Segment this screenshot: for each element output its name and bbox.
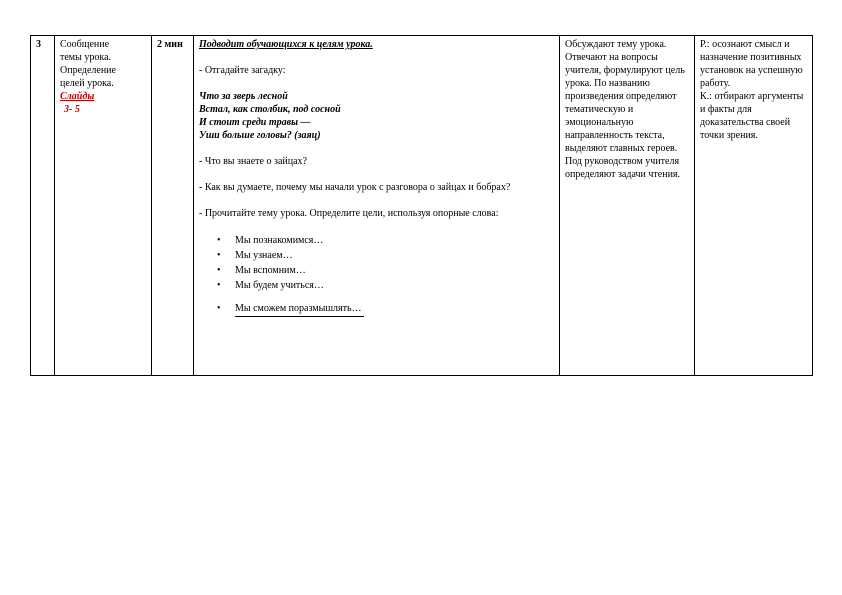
uud-cell — [695, 36, 813, 376]
riddle-line: Встал, как столбик, под сосной — [199, 104, 341, 115]
bullet-icon: • — [217, 265, 221, 276]
question-hares: - Что вы знаете о зайцах? — [199, 156, 307, 167]
support-words-list — [199, 233, 555, 317]
riddle-line: Уши больше головы? (заяц) — [199, 130, 321, 141]
teacher-activity-cell — [194, 36, 560, 376]
riddle-prompt: - Отгадайте загадку: — [199, 65, 286, 76]
row-number: 3 — [36, 39, 41, 50]
list-item: • Мы узнаем… — [217, 250, 293, 261]
list-item: • Мы будем учиться… — [217, 280, 324, 291]
bullet-icon: • — [217, 235, 221, 246]
bullet-icon: • — [217, 280, 221, 291]
riddle-line: И стоит среди травы — — [199, 117, 311, 128]
stage-cell — [55, 36, 152, 376]
list-item: • Мы сможем поразмышлять… — [217, 301, 555, 317]
uud-personal: Р.: осознают смысл и назначение позитивных установок на успешную работу. — [700, 39, 803, 89]
student-activity-cell — [560, 36, 695, 376]
time-value: 2 мин — [157, 39, 183, 50]
stage-line: Сообщение — [60, 39, 110, 50]
slides-label: Слайды — [60, 91, 95, 102]
bullet-icon: • — [217, 303, 221, 314]
list-item: • Мы познакомимся… — [217, 235, 324, 246]
time-cell — [152, 36, 194, 376]
teacher-heading: Подводит обучающихся к целям урока. — [199, 39, 373, 50]
stage-line: целей урока. — [60, 78, 114, 89]
row-number-cell — [31, 36, 55, 376]
riddle-line: Что за зверь лесной — [199, 91, 288, 102]
slides-range: 3- 5 — [64, 104, 80, 115]
stage-line: Определение — [60, 65, 116, 76]
list-item: • Мы вспомним… — [217, 265, 306, 276]
uud-communicative: К.: отбирают аргументы и факты для доказательства своей точки зрения. — [700, 91, 804, 141]
table-row — [31, 36, 813, 376]
stage-line: темы урока. — [60, 52, 112, 63]
question-why: - Как вы думаете, почему мы начали урок с разговора о зайцах и бобрах? — [199, 182, 511, 193]
lesson-plan-table — [30, 35, 813, 376]
question-topic: - Прочитайте тему урока. Определите цели, используя опорные слова: — [199, 208, 499, 219]
bullet-icon: • — [217, 250, 221, 261]
student-activity-text: Обсуждают тему урока. Отвечают на вопросы учителя, формулируют цель урока. По названию произведения определяют тематическую и эмоциональную направленность текста, выделяют главных героев. Под руководством учителя определяют задачи чтения. — [565, 39, 685, 180]
